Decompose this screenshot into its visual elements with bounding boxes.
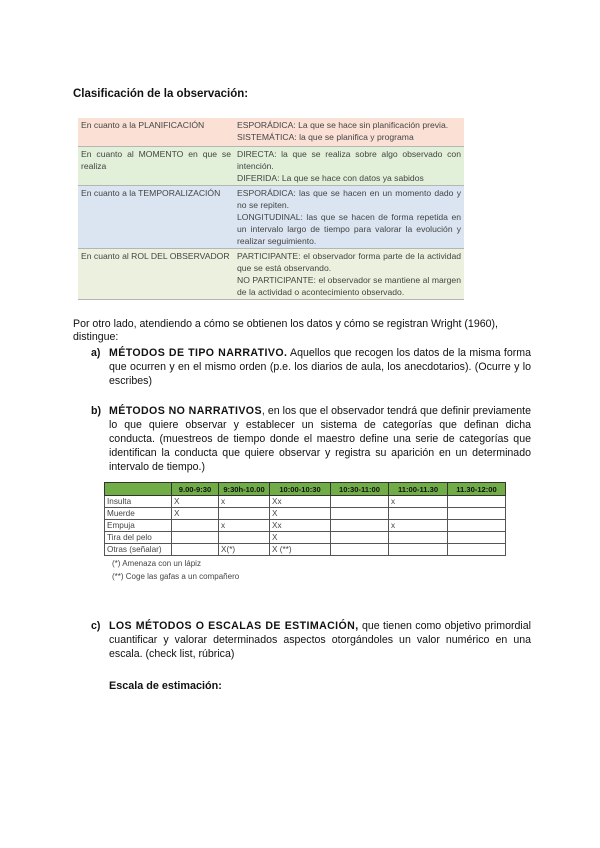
section-title: Clasificación de la observación:: [73, 88, 249, 100]
table-cell: Xx: [270, 520, 331, 532]
table-cell: [219, 532, 270, 544]
table-cell: [331, 544, 389, 556]
table-note: (**) Coge las gafas a un compañero: [112, 572, 240, 581]
table-row: [105, 544, 506, 556]
list-marker: c): [91, 620, 101, 632]
list-item-c: [91, 619, 531, 661]
classification-type: ESPORÁDICA: las que se hacen en un momento dado y no se repiten.: [237, 188, 461, 210]
table-cell: [331, 508, 389, 520]
table-cell: Insulta: [105, 496, 172, 508]
classification-type: ESPORÁDICA: La que se hace sin planificación previa.: [237, 120, 449, 130]
table-notes: [112, 557, 239, 583]
table-header: 10:30-11:00: [331, 483, 389, 496]
table-cell: Empuja: [105, 520, 172, 532]
table-cell: [448, 496, 506, 508]
list-item-heading: LOS MÉTODOS O ESCALAS DE ESTIMACIÓN,: [109, 620, 359, 632]
table-row: [105, 520, 506, 532]
table-header: [105, 483, 172, 496]
table-cell: [331, 496, 389, 508]
table-cell: X (**): [270, 544, 331, 556]
classification-criterion: En cuanto a la PLANIFICACIÓN: [78, 118, 234, 147]
intro-paragraph: Por otro lado, atendiendo a cómo se obtienen los datos y cómo se registran Wright (1960), distingue:: [73, 318, 498, 343]
classification-row-momento: [78, 147, 464, 186]
classification-types: [234, 147, 464, 186]
classification-type: SISTEMÁTICA: la que se planifica y programa: [237, 132, 414, 142]
list-item-heading: MÉTODOS NO NARRATIVOS: [109, 405, 262, 417]
table-cell: Otras (señalar): [105, 544, 172, 556]
table-cell: X(*): [219, 544, 270, 556]
list-item-text: , en los que el observador tendrá que definir previamente lo que quiere observar y establecer un sistema de categorías que definan dicha conducta. (muestreos de tiempo donde el maestro define una serie de categorías que identifican la conducta que quiere observar y registra su aparición en un determinado intervalo de tiempo.): [109, 405, 532, 473]
table-header: 9:30h-10.00: [219, 483, 270, 496]
list-item-text: que tienen como objetivo primordial cuantificar y valorar determinados aspectos otorgándoles un valor numérico en una escala. (check list, rúbrica): [109, 620, 531, 660]
list-item-a: [91, 346, 531, 388]
table-cell: Tira del pelo: [105, 532, 172, 544]
table-header: 11.30-12:00: [448, 483, 506, 496]
table-cell: [172, 532, 219, 544]
table-row: [105, 532, 506, 544]
classification-criterion: En cuanto al MOMENTO en que se realiza: [78, 147, 234, 186]
classification-row-temporalizacion: [78, 186, 464, 249]
classification-types: [234, 186, 464, 249]
classification-criterion: En cuanto a la TEMPORALIZACIÓN: [78, 186, 234, 249]
table-cell: [389, 532, 448, 544]
table-cell: x: [219, 520, 270, 532]
table-cell: [389, 508, 448, 520]
classification-row-rol: [78, 249, 464, 300]
list-item-body: [109, 619, 531, 661]
table-cell: [172, 520, 219, 532]
table-row: [105, 496, 506, 508]
table-header: 11:00-11.30: [389, 483, 448, 496]
table-cell: X: [270, 532, 331, 544]
table-cell: [172, 544, 219, 556]
table-cell: [448, 544, 506, 556]
list-item-body: [109, 346, 531, 388]
table-cell: [448, 520, 506, 532]
table-row: [105, 508, 506, 520]
list-marker: a): [91, 347, 101, 359]
table-cell: [448, 508, 506, 520]
classification-type: LONGITUDINAL: las que se hacen de forma repetida en un intervalo largo de tiempo para valorar la evolución y realizar seguimiento.: [237, 212, 461, 246]
table-cell: x: [219, 496, 270, 508]
list-item-heading: MÉTODOS DE TIPO NARRATIVO.: [109, 347, 288, 359]
table-cell: [219, 508, 270, 520]
classification-type: DIFERIDA: La que se hace con datos ya sabidos: [237, 173, 424, 183]
classification-row-planificacion: [78, 118, 464, 147]
table-cell: X: [172, 496, 219, 508]
table-cell: X: [270, 508, 331, 520]
classification-type: DIRECTA: la que se realiza sobre algo observado con intención.: [237, 149, 461, 171]
classification-type: NO PARTICIPANTE: el observador se mantiene al margen de la actividad o acontecimiento observado.: [237, 275, 461, 297]
table-header: 9.00-9:30: [172, 483, 219, 496]
table-cell: x: [389, 496, 448, 508]
table-cell: [389, 544, 448, 556]
table-cell: [331, 520, 389, 532]
classification-criterion: En cuanto al ROL DEL OBSERVADOR: [78, 249, 234, 300]
classification-types: [234, 118, 464, 147]
table-cell: X: [172, 508, 219, 520]
list-item-b: [91, 404, 531, 474]
list-marker: b): [91, 405, 101, 417]
table-header: 10:00-10:30: [270, 483, 331, 496]
table-cell: Muerde: [105, 508, 172, 520]
list-item-body: [109, 404, 531, 474]
table-cell: Xx: [270, 496, 331, 508]
classification-type: PARTICIPANTE: el observador forma parte de la actividad que se está observando.: [237, 251, 461, 273]
classification-table: [78, 118, 464, 300]
table-cell: [331, 532, 389, 544]
table-header-row: [105, 483, 506, 496]
observation-table: [104, 482, 506, 556]
table-note: (*) Amenaza con un lápiz: [112, 559, 201, 568]
table-cell: x: [389, 520, 448, 532]
table-cell: [448, 532, 506, 544]
section-subtitle: Escala de estimación:: [109, 680, 222, 692]
list-item-text: Aquellos que recogen los datos de la misma forma que ocurren y en el mismo orden (p.e. los diarios de aula, los anecdotarios). (Ocurre y lo escribes): [109, 347, 531, 387]
classification-types: [234, 249, 464, 300]
